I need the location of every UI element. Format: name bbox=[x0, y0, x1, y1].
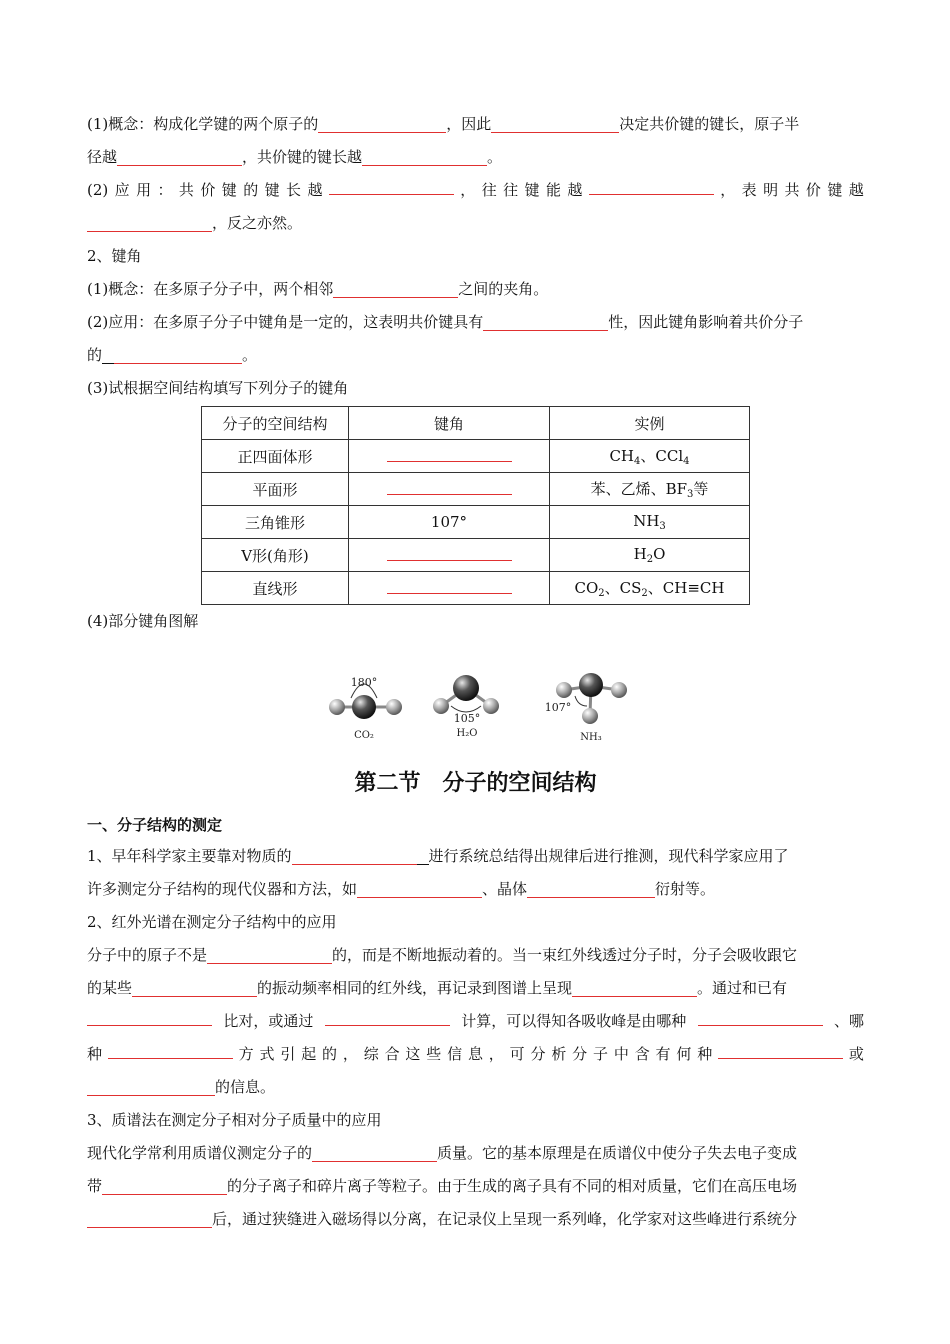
text-segment: 键 bbox=[524, 181, 540, 199]
text-segment: 。通过和已有 bbox=[697, 979, 788, 997]
text-segment: 这 bbox=[405, 1045, 421, 1063]
text-segment: 的 bbox=[322, 1045, 338, 1063]
bond-angle-application bbox=[87, 306, 864, 339]
table-header-row bbox=[202, 407, 750, 440]
text-segment: 带 bbox=[87, 1177, 103, 1195]
shape-cell: 平面形 bbox=[202, 473, 349, 506]
oxygen-atom bbox=[453, 675, 479, 701]
fill-blank[interactable] bbox=[357, 877, 482, 898]
example-cell: $NH_3$ bbox=[550, 506, 750, 539]
text-segment: 有 bbox=[655, 1045, 671, 1063]
shape-cell: V形(角形) bbox=[202, 539, 349, 572]
text-segment: 性，因此键角影响着共价分子 bbox=[608, 313, 804, 331]
text-segment: 可 bbox=[509, 1045, 525, 1063]
part1-title: 一、分子结构的测定 bbox=[87, 816, 223, 834]
text-segment: 息 bbox=[467, 1045, 483, 1063]
underline-gap bbox=[102, 343, 114, 364]
example-cell: $CH_4$、CCl$_4$ bbox=[550, 440, 750, 473]
bond-length-application-cont bbox=[87, 207, 864, 240]
text-segment: ： bbox=[157, 181, 173, 199]
text-segment: 决定共价键的键长，原子半 bbox=[619, 115, 800, 133]
text-segment: ， bbox=[720, 181, 736, 199]
part1-p2-line3 bbox=[87, 1005, 864, 1038]
text-segment: 中 bbox=[613, 1045, 629, 1063]
diagram-heading: (4)部分键角图解 bbox=[87, 612, 199, 630]
part1-p1 bbox=[87, 840, 864, 873]
text-segment: 1、早年科学家主要靠对物质的 bbox=[87, 847, 292, 865]
text-segment: 析 bbox=[551, 1045, 567, 1063]
text-segment: 往 bbox=[503, 181, 519, 199]
example-cell: 苯、乙烯、$BF_3$等 bbox=[550, 473, 750, 506]
angle-cell[interactable] bbox=[349, 572, 550, 605]
text-segment: 比对，或通过 bbox=[223, 1012, 314, 1030]
text-segment: 引 bbox=[280, 1045, 296, 1063]
text-segment: 键 bbox=[827, 181, 843, 199]
text-segment: (2) bbox=[87, 181, 109, 199]
angle-cell[interactable] bbox=[349, 440, 550, 473]
text-segment: 分 bbox=[572, 1045, 588, 1063]
underline-gap bbox=[417, 844, 429, 865]
text-segment: 种 bbox=[697, 1045, 713, 1063]
shape-cell: 直线形 bbox=[202, 572, 349, 605]
part1-p1-cont bbox=[87, 873, 864, 906]
part1-p2-line5 bbox=[87, 1071, 864, 1104]
text-segment: 的振动频率相同的红外线，再记录到图谱上呈现 bbox=[257, 979, 573, 997]
fill-blank[interactable] bbox=[117, 145, 242, 166]
table-row bbox=[202, 440, 750, 473]
text-segment: 何 bbox=[676, 1045, 692, 1063]
fill-blank[interactable] bbox=[718, 1038, 843, 1059]
h2o-molecule bbox=[433, 675, 499, 739]
text-segment: 子 bbox=[593, 1045, 609, 1063]
hydrogen-atom bbox=[582, 708, 598, 724]
example-cell: $H_2O$ bbox=[550, 539, 750, 572]
text-segment: ，反之亦然。 bbox=[212, 214, 303, 232]
text-segment: 径越 bbox=[87, 148, 118, 166]
nh3-angle-label: 107° bbox=[544, 701, 572, 714]
text-segment: 的 bbox=[87, 346, 103, 364]
fill-blank[interactable] bbox=[132, 976, 257, 997]
angle-cell[interactable] bbox=[349, 539, 550, 572]
text-segment: 长 bbox=[286, 181, 302, 199]
hydrogen-atom bbox=[556, 682, 572, 698]
text-segment: 些 bbox=[426, 1045, 442, 1063]
h2o-angle-label: 105° bbox=[453, 712, 481, 725]
nh3-label: NH₃ bbox=[580, 732, 602, 743]
text-segment: 计算，可以得知各吸收峰是由哪种 bbox=[461, 1012, 687, 1030]
table-header: 键角 bbox=[349, 407, 550, 440]
text-segment: 共 bbox=[784, 181, 800, 199]
carbon-atom bbox=[352, 695, 376, 719]
fill-blank[interactable] bbox=[527, 877, 655, 898]
table-row bbox=[202, 506, 750, 539]
fill-blank[interactable] bbox=[108, 1038, 233, 1059]
example-cell: $CO_2$、$CS_2$、CH≡CH bbox=[550, 572, 750, 605]
document-page bbox=[87, 108, 864, 1236]
text-segment: 含 bbox=[634, 1045, 650, 1063]
text-segment: 、晶体 bbox=[482, 880, 528, 898]
fill-blank[interactable] bbox=[698, 1005, 823, 1026]
text-segment: 衍射等。 bbox=[655, 880, 716, 898]
text-segment: 质量。它的基本原理是在质谱仪中使分子失去电子变成 bbox=[437, 1144, 798, 1162]
bond-angle-application-cont bbox=[87, 339, 864, 372]
shape-cell: 三角锥形 bbox=[202, 506, 349, 539]
part1-p3-line2 bbox=[87, 1170, 864, 1203]
part1-p2-line4 bbox=[87, 1038, 864, 1071]
table-header: 分子的空间结构 bbox=[202, 407, 349, 440]
fill-blank[interactable] bbox=[387, 579, 512, 594]
bond-angle-heading: 2、键角 bbox=[87, 247, 142, 265]
shape-cell: 正四面体形 bbox=[202, 440, 349, 473]
text-segment: 综 bbox=[363, 1045, 379, 1063]
text-segment: 应 bbox=[114, 181, 130, 199]
table-row bbox=[202, 572, 750, 605]
bond-length-application bbox=[87, 174, 864, 207]
fill-blank[interactable] bbox=[102, 1174, 227, 1195]
fill-blank[interactable] bbox=[387, 447, 512, 462]
text-segment: 分 bbox=[530, 1045, 546, 1063]
text-segment: 、哪 bbox=[833, 1012, 864, 1030]
h2o-label: H₂O bbox=[456, 728, 478, 739]
bond-length-concept-cont bbox=[87, 141, 864, 174]
text-segment: 起 bbox=[301, 1045, 317, 1063]
fill-blank[interactable] bbox=[312, 1141, 437, 1162]
text-segment: 共 bbox=[178, 181, 194, 199]
fill-blank[interactable] bbox=[87, 1075, 215, 1096]
text-segment: 方 bbox=[238, 1045, 254, 1063]
text-segment: 。 bbox=[242, 346, 258, 364]
text-segment: 种 bbox=[87, 1045, 103, 1063]
section-title: 第二节 分子的空间结构 bbox=[354, 771, 597, 796]
hydrogen-atom bbox=[433, 698, 449, 714]
text-segment: 能 bbox=[545, 181, 561, 199]
text-segment: 分子中的原子不是 bbox=[87, 946, 208, 964]
co2-molecule bbox=[329, 676, 402, 741]
part1-p3-line1 bbox=[87, 1137, 864, 1170]
fill-blank[interactable] bbox=[483, 310, 608, 331]
fill-blank[interactable] bbox=[329, 174, 454, 195]
text-segment: 的某些 bbox=[87, 979, 133, 997]
text-segment: 键 bbox=[264, 181, 280, 199]
text-segment: (1)概念：构成化学键的两个原子的 bbox=[87, 115, 319, 133]
table-row bbox=[202, 539, 750, 572]
fill-blank[interactable] bbox=[87, 1207, 212, 1228]
text-segment: 后，通过狭缝进入磁场得以分离，在记录仪上呈现一系列峰，化学家对这些峰进行系统分 bbox=[212, 1210, 798, 1228]
fill-blank[interactable] bbox=[114, 343, 242, 364]
text-segment: ， bbox=[488, 1045, 504, 1063]
text-segment: 现代化学常利用质谱仪测定分子的 bbox=[87, 1144, 313, 1162]
part1-p2-heading: 2、红外光谱在测定分子结构中的应用 bbox=[87, 913, 337, 931]
fill-blank[interactable] bbox=[572, 976, 697, 997]
text-segment: 表 bbox=[741, 181, 757, 199]
part1-p2-line2 bbox=[87, 972, 864, 1005]
angle-cell[interactable] bbox=[349, 473, 550, 506]
text-segment: 往 bbox=[481, 181, 497, 199]
nh3-molecule bbox=[545, 673, 627, 743]
molecule-diagram bbox=[87, 638, 864, 758]
angle-cell: 107° bbox=[349, 506, 550, 539]
text-segment: 之间的夹角。 bbox=[458, 280, 549, 298]
text-segment: 越 bbox=[307, 181, 323, 199]
fill-blank[interactable] bbox=[491, 112, 619, 133]
text-segment: 合 bbox=[384, 1045, 400, 1063]
fill-blank[interactable] bbox=[325, 1005, 450, 1026]
fill-blank[interactable] bbox=[318, 112, 446, 133]
bond-angle-diagram bbox=[87, 638, 864, 758]
fill-blank[interactable] bbox=[589, 174, 714, 195]
part1-p3-heading: 3、质谱法在测定分子相对分子质量中的应用 bbox=[87, 1111, 382, 1129]
text-segment: 信 bbox=[447, 1045, 463, 1063]
fill-blank[interactable] bbox=[207, 943, 332, 964]
text-segment: 或 bbox=[848, 1045, 864, 1063]
text-segment: ， bbox=[460, 181, 476, 199]
text-segment: 价 bbox=[805, 181, 821, 199]
co2-angle-label: 180° bbox=[350, 676, 378, 689]
text-segment: ，因此 bbox=[446, 115, 492, 133]
fill-blank[interactable] bbox=[333, 277, 458, 298]
table-header: 实例 bbox=[550, 407, 750, 440]
fill-blank[interactable] bbox=[87, 1005, 212, 1026]
bond-angle-concept bbox=[87, 273, 864, 306]
text-segment: ， bbox=[342, 1045, 358, 1063]
text-segment: ，共价键的键长越 bbox=[242, 148, 363, 166]
text-segment: (2)应用：在多原子分子中键角是一定的，这表明共价键具有 bbox=[87, 313, 484, 331]
text-segment: 许多测定分子结构的现代仪器和方法，如 bbox=[87, 880, 358, 898]
text-segment: 越 bbox=[567, 181, 583, 199]
oxygen-atom bbox=[329, 699, 345, 715]
table-row bbox=[202, 473, 750, 506]
text-segment: 的 bbox=[243, 181, 259, 199]
part1-p3-line3 bbox=[87, 1203, 864, 1236]
table-intro: (3)试根据空间结构填写下列分子的键角 bbox=[87, 379, 349, 397]
fill-blank[interactable] bbox=[387, 480, 512, 495]
fill-blank[interactable] bbox=[292, 844, 417, 865]
nitrogen-atom bbox=[579, 673, 603, 697]
fill-blank[interactable] bbox=[362, 145, 487, 166]
text-segment: 的，而是不断地振动着的。当一束红外线透过分子时，分子会吸收跟它 bbox=[332, 946, 798, 964]
text-segment: 进行系统总结得出规律后进行推测，现代科学家应用了 bbox=[428, 847, 789, 865]
text-segment: 价 bbox=[200, 181, 216, 199]
bond-angle-table bbox=[201, 406, 750, 605]
hydrogen-atom bbox=[611, 682, 627, 698]
text-segment: 键 bbox=[221, 181, 237, 199]
fill-blank[interactable] bbox=[387, 546, 512, 561]
text-segment: 的分子离子和碎片离子等粒子。由于生成的离子具有不同的相对质量，它们在高压电场 bbox=[227, 1177, 798, 1195]
bond-length-concept bbox=[87, 108, 864, 141]
text-segment: 的信息。 bbox=[215, 1078, 276, 1096]
text-segment: 越 bbox=[848, 181, 864, 199]
text-segment: 用 bbox=[136, 181, 152, 199]
text-segment: 式 bbox=[259, 1045, 275, 1063]
oxygen-atom bbox=[386, 699, 402, 715]
part1-p2-line1 bbox=[87, 939, 864, 972]
co2-label: CO₂ bbox=[354, 730, 374, 741]
text-segment: 明 bbox=[763, 181, 779, 199]
fill-blank[interactable] bbox=[87, 211, 212, 232]
hydrogen-atom bbox=[483, 698, 499, 714]
text-segment: (1)概念：在多原子分子中，两个相邻 bbox=[87, 280, 334, 298]
text-segment: 。 bbox=[487, 148, 503, 166]
